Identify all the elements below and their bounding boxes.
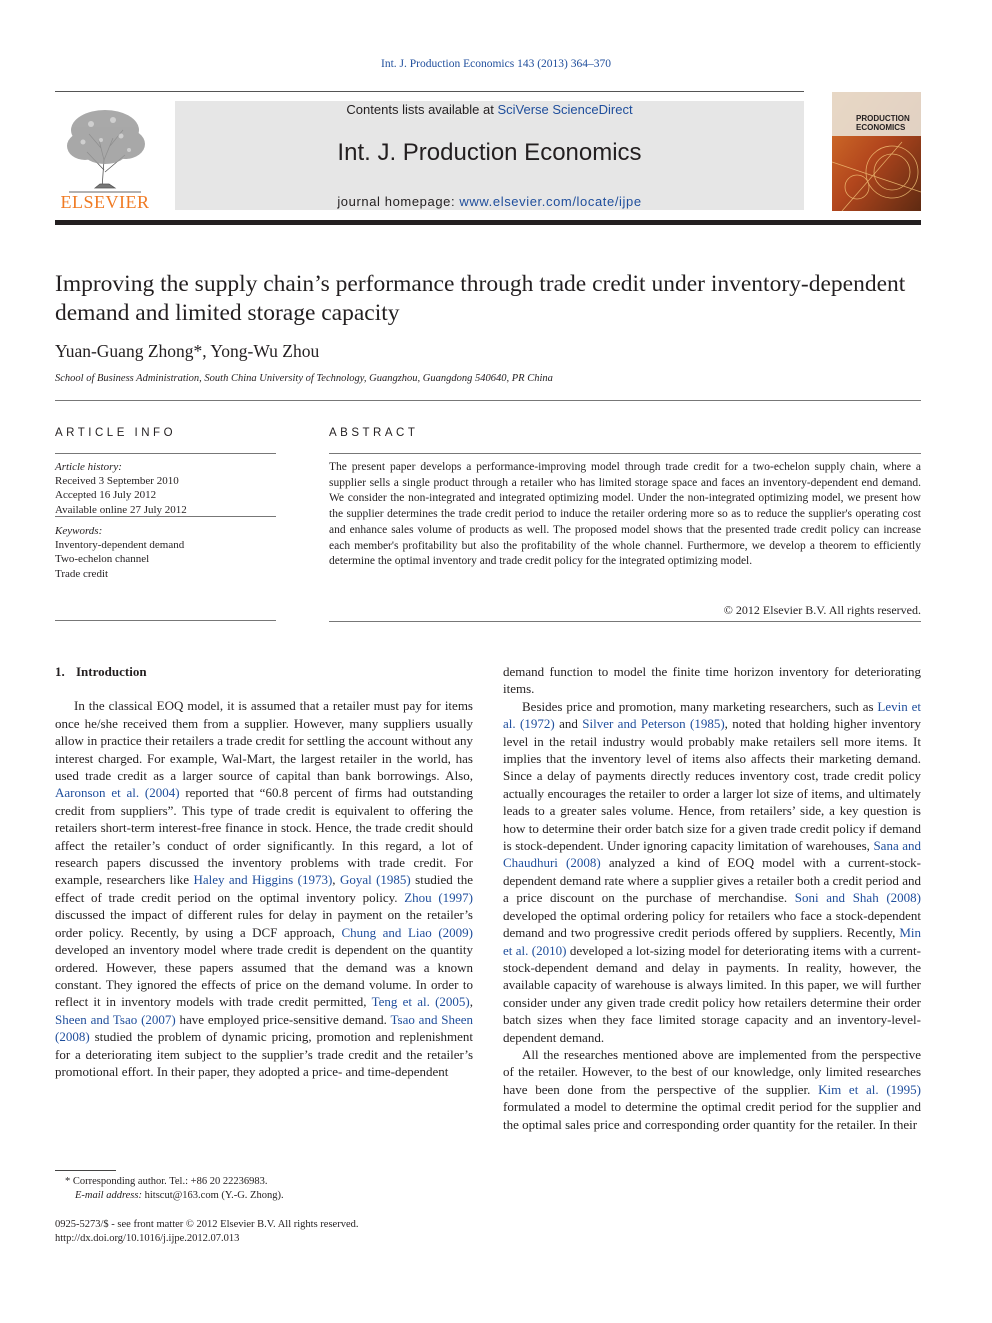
text-run: and xyxy=(554,716,583,732)
sciencedirect-link[interactable]: SciVerse ScienceDirect xyxy=(497,102,633,117)
text-run: , xyxy=(469,994,473,1010)
author-name[interactable]: Yuan-Guang Zhong xyxy=(55,341,194,361)
citation-link[interactable]: Teng et al. (2005) xyxy=(371,994,470,1010)
citation-link[interactable]: Chung and Liao (2009) xyxy=(341,924,473,940)
text-run: formulated a model to determine the optimal credit period for the supplier and the optimal sales price and corresponding order quantity for the retailer. In their xyxy=(503,1099,921,1132)
abstract-heading: ABSTRACT xyxy=(329,427,419,439)
text-run: Besides price and promotion, many marketing researchers, such as xyxy=(522,698,878,714)
abstract-copyright: © 2012 Elsevier B.V. All rights reserved. xyxy=(723,603,921,617)
article-info-rule xyxy=(55,620,276,621)
citation-link[interactable]: Silver and Peterson (1985) xyxy=(582,716,725,732)
footnote xyxy=(55,1175,473,1203)
text-run: have employed price-sensitive demand. xyxy=(175,1011,391,1027)
author-list xyxy=(55,341,319,362)
title-block-rule xyxy=(55,400,921,401)
section-title: Introduction xyxy=(76,664,147,679)
text-run: analyzed a kind of EOQ model with a current-stock-dependent demand rate where a supplier gives a retailer both a credit period and a price discount on the purchase of merchandise. xyxy=(503,855,922,906)
text-run: developed a lot-sizing model for deteriorating items with a current-stock-dependent demand and delay in payments. In reality, however, the available capacity of warehouse is always limited. In this paper, we will further consider under any given trade credit policy how retailers determine their order batch sizes when they face limited storage capacity and an inventory-level-dependent demand. xyxy=(503,942,921,1045)
email-address[interactable]: hitscut@163.com (Y.-G. Zhong). xyxy=(141,1190,284,1201)
available-date: Available online 27 July 2012 xyxy=(55,503,187,516)
text-run: developed an inventory model where trade credit is dependent on the quantity ordered. However, these papers assumed that the demand was a known constant. They ignored the effects of price on the demand volume. In order to reflect it in inventory models with trade credit permitted, xyxy=(55,942,473,1010)
text-run: demand function to model the finite time horizon inventory for deteriorating items. xyxy=(503,664,921,697)
author-name[interactable]: Yong-Wu Zhou xyxy=(210,341,320,361)
text-run: In the classical EOQ model, it is assumed that a retailer must pay for items once he/she received them from a supplier. However, many suppliers usually allow in practice their retailers a trade credit for settling the account without any interest charged. For example, Wal-Mart, the largest retailer in the world, has used trade credit as a larger source of capital than bank borrowings. Also, xyxy=(55,698,473,784)
section-number: 1. xyxy=(55,664,65,679)
body-column-right xyxy=(503,663,921,1133)
text-run: reported that “60.8 percent of firms had outstanding credit from suppliers”. This type of trade credit is equivalent to offering the retailers short-term interest-free finance in stock. Hence, the trade credit should affect the retailer’s conduct of order significantly. In this regard, a lot of research papers discussed the inventory problems with trade credit. For example, researchers like xyxy=(55,785,474,888)
elsevier-wordmark: ELSEVIER xyxy=(60,192,150,212)
footnote-rule xyxy=(55,1170,116,1171)
front-matter xyxy=(55,1218,473,1246)
keyword-item: Trade credit xyxy=(55,567,109,580)
abstract-rule xyxy=(329,621,921,622)
text-run: discussed the impact of different rules for delay in payment on the retailer’s order policy. Recently, by using a DCF approach, xyxy=(55,907,473,940)
header-top-rule xyxy=(55,91,804,92)
citation-link[interactable]: Kim et al. (1995) xyxy=(818,1081,921,1097)
citation-link[interactable]: Sheen and Tsao (2007) xyxy=(55,1011,176,1027)
citation-link[interactable]: Zhou (1997) xyxy=(404,889,473,905)
article-info-rule xyxy=(55,453,276,454)
contents-prefix: Contents lists available at xyxy=(346,102,498,117)
citation-link[interactable]: Goyal (1985) xyxy=(339,872,411,888)
homepage-link[interactable]: www.elsevier.com/locate/ijpe xyxy=(459,194,642,209)
citation-link[interactable]: Soni and Shah (2008) xyxy=(794,890,921,906)
paragraph xyxy=(503,1046,921,1133)
paragraph xyxy=(55,697,473,1080)
paragraph xyxy=(503,663,921,698)
issn-line: 0925-5273/$ - see front matter © 2012 Elsevier B.V. All rights reserved. xyxy=(55,1219,359,1230)
text-run: developed the optimal ordering policy for retailers who face a stock-dependent demand and two progressive credit periods offered by suppliers. Recently, xyxy=(503,907,921,941)
section-heading xyxy=(55,663,473,680)
keyword-item: Two-echelon channel xyxy=(55,553,150,566)
text-run: , xyxy=(332,872,340,888)
text-run: studied the effect of trade credit period on the optimal inventory policy. xyxy=(55,872,474,905)
elsevier-logo[interactable] xyxy=(55,100,155,212)
corresponding-author-note: * Corresponding author. Tel.: +86 20 22236983. xyxy=(65,1176,268,1187)
keywords-block xyxy=(55,524,276,581)
article-title: Improving the supply chain’s performance through trade credit under inventory-dependent demand and limited storage capacity xyxy=(55,271,906,326)
keyword-item: Inventory-dependent demand xyxy=(55,539,185,552)
article-info-rule xyxy=(55,516,276,517)
homepage-prefix: journal homepage: xyxy=(337,194,460,209)
cover-title-line-2: ECONOMICS xyxy=(856,123,906,132)
paragraph xyxy=(503,698,921,1046)
citation-link[interactable]: Aaronson et al. (2004) xyxy=(55,785,180,801)
body-column-left xyxy=(55,663,473,1080)
text-run: , noted that holding higher inventory level in the retail industry would probably make retailers sell more items. It implies that the inventory level of items also affects their marketing demand. Since a delay of payments directly reduces inventory cost, trade credit policy actually encourages the retailer to order a larger lot size of items, and ultimately leads to a greater sales volume. Hence, from retailers’ side, a key question is how to determine their order batch size for a given trade credit policy if demand is stock-dependent. Under ignoring capacity limitation of warehouses, xyxy=(503,716,921,854)
citation-link[interactable]: Tsao and Sheen (2008) xyxy=(55,1011,474,1045)
journal-cover-image[interactable] xyxy=(832,92,921,211)
author-separator: , xyxy=(202,341,211,361)
abstract-text: The present paper develops a performance-improving model through trade credit for a two-echelon supply chain, where a supplier sells a single product through a retailer who has limited storage space and faces an inventory-dependent end demand. We consider the non-integrated and integrated optimizing model. Under the non-integrated optimizing model, we present how the supplier determines the trade credit period to induce the retailer ordering more so as to reduce the supplier's operating cost and enhance sales volume of products as well. The proposed model shows that the presented trade credit policy can increase each member's profitability but also the profitability of the whole channel. Furthermore, we develop a theorem to efficiently determine the optimal inventory and trade credit policy for the integrated optimizing model. xyxy=(329,461,921,568)
history-label: Article history: xyxy=(55,461,122,473)
header-thick-rule xyxy=(55,220,921,225)
journal-cover-art xyxy=(832,92,921,211)
article-info-heading: ARTICLE INFO xyxy=(55,427,177,439)
journal-homepage xyxy=(175,194,804,209)
journal-citation[interactable]: Int. J. Production Economics 143 (2013) 364–370 xyxy=(381,58,611,70)
received-date: Received 3 September 2010 xyxy=(55,475,179,488)
citation-link[interactable]: Levin et al. (1972) xyxy=(503,698,921,732)
journal-title: Int. J. Production Economics xyxy=(337,139,642,166)
keywords-label: Keywords: xyxy=(55,525,103,537)
citation-link[interactable]: Haley and Higgins (1973) xyxy=(193,872,333,888)
abstract-rule xyxy=(329,453,921,454)
citation-link[interactable]: Sana and Chaudhuri (2008) xyxy=(503,838,922,871)
text-run: studied the problem of dynamic pricing, promotion and replenishment for a deteriorating item subject to the supplier’s trade credit and the retailer’s promotional effort. In their paper, they adopted a price- and time-dependent xyxy=(55,1029,473,1079)
contents-availability xyxy=(175,102,804,117)
citation-link[interactable]: Min et al. (2010) xyxy=(503,925,921,958)
email-note xyxy=(55,1189,473,1203)
corresponding-author-mark[interactable]: * xyxy=(193,341,203,361)
doi-link[interactable]: http://dx.doi.org/10.1016/j.ijpe.2012.07.013 xyxy=(55,1233,240,1244)
article-history xyxy=(55,460,276,517)
cover-title-line-1: PRODUCTION xyxy=(856,114,910,123)
text-run: All the researches mentioned above are implemented from the perspective of the retailer. However, to the best of our knowledge, only limited researches have been done from the perspective of the supplier. xyxy=(503,1046,921,1097)
email-label: E-mail address: xyxy=(75,1190,142,1201)
author-affiliation: School of Business Administration, South China University of Technology, Guangzhou, Guangdong 540640, PR China xyxy=(55,373,553,384)
accepted-date: Accepted 16 July 2012 xyxy=(55,489,157,502)
